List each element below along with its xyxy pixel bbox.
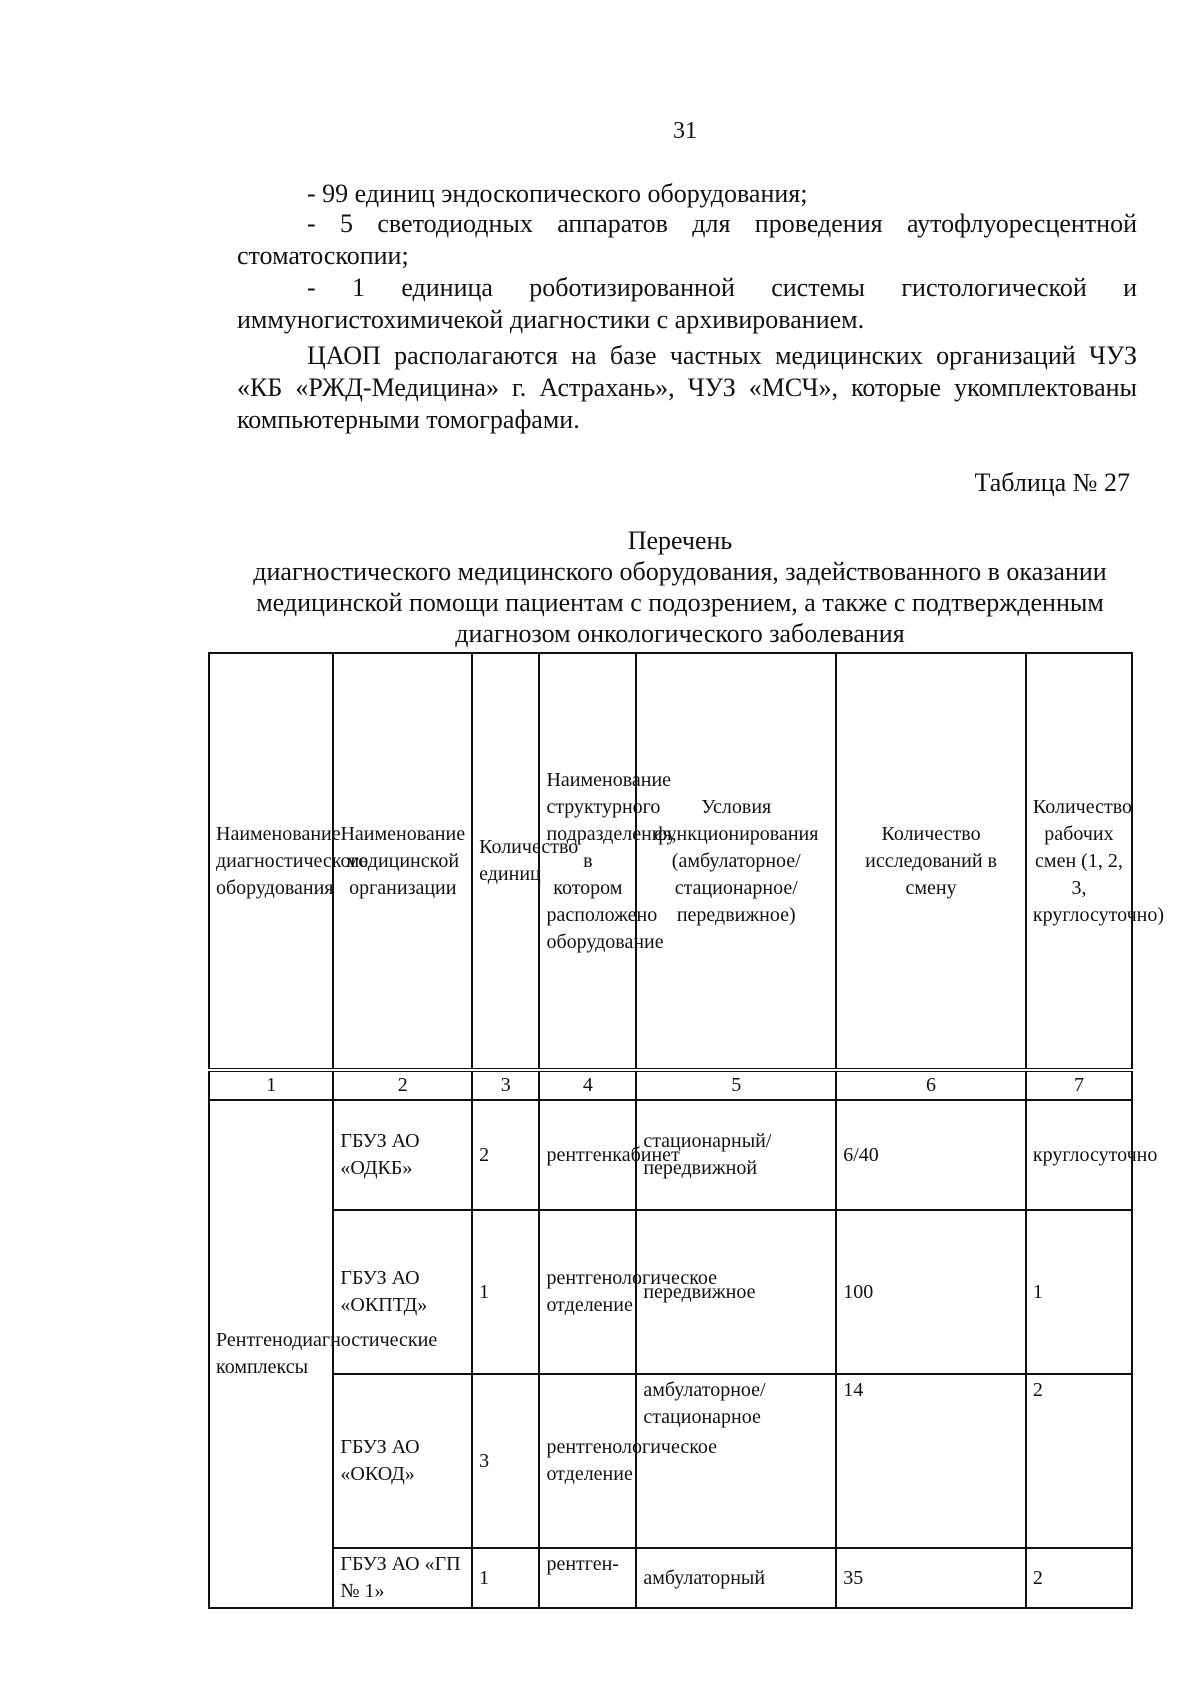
organization-cell: ГБУЗ АО «ОДКБ» <box>333 1100 472 1210</box>
table-row <box>209 1374 1132 1548</box>
organization-cell: ГБУЗ АО «ОКПТД» <box>333 1210 472 1374</box>
column-number-4: 4 <box>539 1070 636 1100</box>
column-number-2: 2 <box>333 1070 472 1100</box>
table-header-row <box>209 653 1132 1070</box>
quantity-cell: 1 <box>472 1210 539 1374</box>
equipment-table <box>208 652 1165 1609</box>
column-number-row <box>209 1070 1132 1100</box>
paragraph-led-devices: - 5 светодиодных аппаратов для проведения аутофлуоресцентной стоматоскопии; <box>237 209 1137 270</box>
header-operating-conditions: Условия функционирования (амбулаторное/стационарное/передвижное) <box>636 653 836 1070</box>
column-number-6: 6 <box>836 1070 1026 1100</box>
shifts-cell: 1 <box>1026 1210 1132 1374</box>
table-row <box>209 1100 1132 1210</box>
paragraph-robotic-system: - 1 единица роботизированной системы гистологической и иммуногистохимичекой диагностики с архивированием. <box>237 273 1137 334</box>
equipment-group-label: Рентгенодиагностические комплексы <box>209 1100 333 1608</box>
table-title-line-1: Перечень <box>627 526 733 555</box>
quantity-cell: 2 <box>472 1100 539 1210</box>
column-number-3: 3 <box>472 1070 539 1100</box>
studies-cell: 14 <box>836 1374 1026 1548</box>
conditions-cell: амбулаторный <box>636 1548 836 1608</box>
table-label: Таблица № 27 <box>974 468 1130 497</box>
header-equipment-name: Наименование диагностического оборудования <box>209 653 333 1070</box>
table-title <box>200 525 1160 649</box>
table-title-line-4: диагнозом онкологического заболевания <box>455 619 905 648</box>
shifts-cell: круглосуточно <box>1026 1100 1132 1210</box>
studies-cell: 35 <box>836 1548 1026 1608</box>
studies-cell: 100 <box>836 1210 1026 1374</box>
header-organization-name: Наименование медицинской организации <box>333 653 472 1070</box>
table-row <box>209 1548 1132 1608</box>
conditions-cell: стационарный/передвижной <box>636 1100 836 1210</box>
studies-cell: 6/40 <box>836 1100 1026 1210</box>
structural-unit-cell: рентгенкабинет <box>539 1100 636 1210</box>
structural-unit-cell: рентгенологическое отделение <box>539 1210 636 1374</box>
quantity-cell: 1 <box>472 1548 539 1608</box>
column-number-5: 5 <box>636 1070 836 1100</box>
header-structural-unit: Наименование структурного подразделения, в котором расположено оборудование <box>539 653 636 1070</box>
header-unit-count: Количество единиц <box>472 653 539 1070</box>
structural-unit-cell: рентген- <box>539 1548 636 1608</box>
header-work-shifts: Количество рабочих смен (1, 2, 3, круглосуточно) <box>1026 653 1132 1070</box>
column-number-1: 1 <box>209 1070 333 1100</box>
organization-cell: ГБУЗ АО «ГП № 1» <box>333 1548 472 1608</box>
shifts-cell: 2 <box>1026 1548 1132 1608</box>
conditions-cell: передвижное <box>636 1210 836 1374</box>
column-number-7: 7 <box>1026 1070 1132 1100</box>
header-studies-per-shift: Количество исследований в смену <box>836 653 1026 1070</box>
table-title-line-3: медицинской помощи пациентам с подозрением, а также с подтвержденным <box>256 588 1104 617</box>
paragraph-caop: ЦАОП располагаются на базе частных медицинских организаций ЧУЗ «КБ «РЖД-Медицина» г. Астрахань», ЧУЗ «МСЧ», которые укомплектованы компьютерными томографами. <box>237 341 1137 434</box>
paragraph-endoscopic: - 99 единиц эндоскопического оборудования; <box>307 179 808 208</box>
page-number: 31 <box>673 118 697 144</box>
structural-unit-cell: рентгенологическое отделение <box>539 1374 636 1548</box>
organization-cell: ГБУЗ АО «ОКОД» <box>333 1374 472 1548</box>
shifts-cell: 2 <box>1026 1374 1132 1548</box>
quantity-cell: 3 <box>472 1374 539 1548</box>
table-title-line-2: диагностического медицинского оборудования, задействованного в оказании <box>253 557 1107 586</box>
conditions-cell: амбулаторное/стационарное <box>636 1374 836 1548</box>
